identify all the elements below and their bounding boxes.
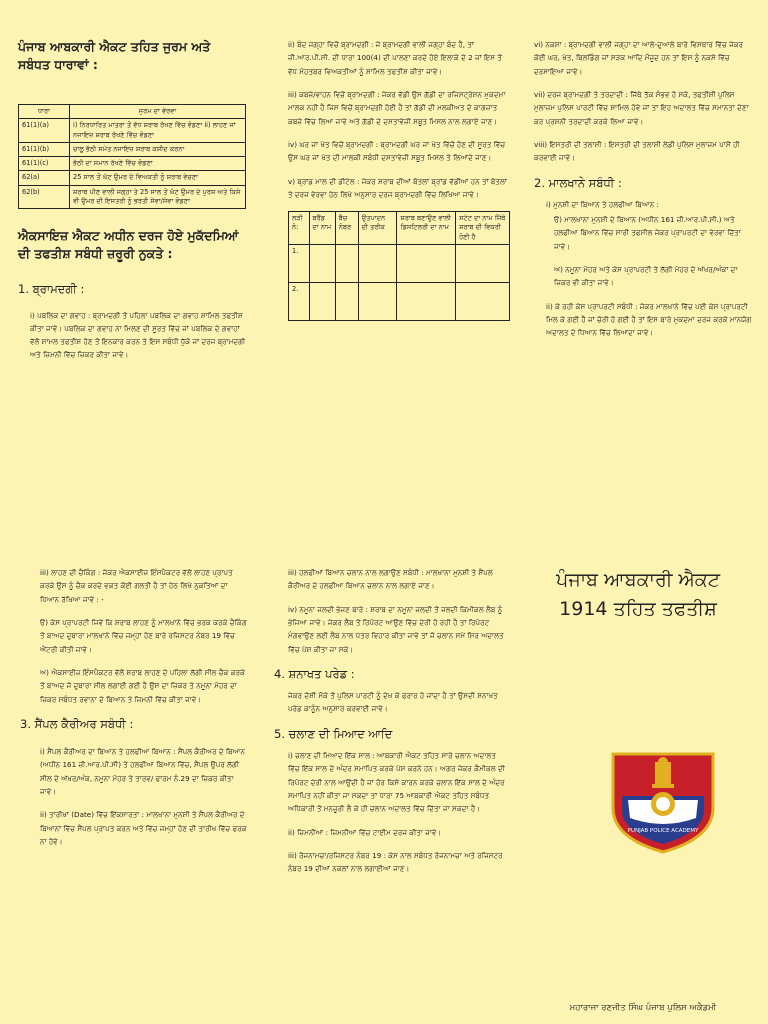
list-item: ੳ) ਕੇਸ ਪ੍ਰਾਪਰਟੀ ਜਿਵੇਂ ਕਿ ਸ਼ਰਾਬ ਲਾਹਣ ਨੂੰ ਮਾਲਖਾਨੇ ਵਿੱਚ ਭਰਕ ਕਰਕੇ ਚੈਕਿੰਗ ਤੋਂ ਬਾਅਦ ਦੁਬਾਰਾ ਮਾਲਖਾਨੇ ਵਿੱਚ ਜਮ੍ਹਾਂ ਹੋਣ ਬਾਰੇ ਰਜਿਸਟਰ ਨੰਬਰ 19 ਵਿੱਚ ਐਂਟਰੀ ਕੀਤੀ ਜਾਵੇ। bbox=[40, 617, 247, 654]
table-cell: i) ਨਿਰਧਾਰਿਤ ਮਾਤਰਾ ਤੋਂ ਵੱਧ ਸ਼ਰਾਬ ਰੱਖਣ ਵਿੱਚ ਵੰਡਣਾ ii) ਲਾਹਣ ਜਾਂ ਨਜਾਇਜ਼ ਸ਼ਰਾਬ ਰੱਖਣੇ ਵਿੱਚ ਵੰਡਣਾ bbox=[70, 119, 246, 142]
list-item: ii) ਤਾਰੀਖਾਂ (Date) ਵਿੱਚ ਇੱਕਸਾਰਤਾ : ਮਾਲਖਾਨਾ ਮੁਨਸ਼ੀ ਤੇ ਸੈਂਪਲ ਕੈਰੀਅਰ ਦੇ ਬਿਆਨਾਂ ਵਿੱਚ ਸੈਂਪਲ ਪ੍ਰਾਪਤ ਕਰਨ ਅਤੇ ਵਿੱਚ ਜਮ੍ਹਾਂ ਹੋਣ ਦੀ ਤਾਰੀਖ ਵਿੱਚ ਫਰਕ ਨਾ ਹੋਵੇ। bbox=[40, 810, 247, 846]
list-item: vi) ਨਕਸ਼ਾ : ਬ੍ਰਾਮਦਗੀ ਵਾਲੀ ਜਗ੍ਹਾ ਦਾ ਆਲੇ-ਦੁਆਲੇ ਬਾਰੇ ਵਿਸਥਾਰ ਵਿੱਚ ਜੇਕਰ ਕੋਈ ਘਰ, ਖੇਤ, ਬਿਲਡਿੰਗ ਜਾਂ ਸੜਕ ਆਦਿ ਮੌਜੂਦ ਹਨ ਤਾਂ ਇਸ ਨੂੰ ਨਕਸ਼ੇ ਵਿੱਚ ਦਰਸਾਇਆ ਜਾਵੇ। bbox=[534, 40, 744, 76]
table-header: ਬਰੈਂਡ ਦਾ ਨਾਮ bbox=[309, 212, 335, 245]
offences-table bbox=[18, 104, 246, 209]
list-item: viii) ਇਸਤਰੀ ਦੀ ਤਲਾਸ਼ੀ : ਇਸਤਰੀ ਦੀ ਤਲਾਸ਼ੀ ਲੇਡੀ ਪੁਲਿਸ ਮੁਲਾਜ਼ਮ ਪਾਸੋਂ ਹੀ ਕਰਵਾਈ ਜਾਵੇ। bbox=[534, 139, 740, 163]
table-cell: 61(1)(a) bbox=[19, 119, 70, 142]
table-header: ਧਾਰਾ bbox=[19, 105, 70, 119]
offences-heading: ਪੰਜਾਬ ਆਬਕਾਰੀ ਐਕਟ ਤਹਿਤ ਜੁਰਮ ਅਤੇ ਸਬੰਧਤ ਧਾਰਾਵਾਂ : bbox=[18, 39, 211, 73]
table-cell: 25 ਸਾਲ ਤੋਂ ਘੱਟ ਉਮਰ ਦੇ ਵਿਅਕਤੀ ਨੂੰ ਸ਼ਰਾਬ ਵੇਚਣਾ bbox=[70, 171, 246, 185]
brand-table bbox=[288, 211, 510, 321]
table-cell: 62(a) bbox=[19, 171, 70, 185]
table-cell: 62(b) bbox=[19, 185, 70, 208]
panel-2 bbox=[288, 38, 510, 321]
list-item: i) ਚਲਾਣ ਦੀ ਮਿਆਦ ਇੱਕ ਸਾਲ : ਆਬਕਾਰੀ ਐਕਟ ਤਹਿਤ ਸਾਰੇ ਚਲਾਨ ਅਦਾਲਤ ਵਿੱਚ ਇੱਕ ਸਾਲ ਦੇ ਅੰਦਰ ਸਮਾਪਿਤ ਕਰਕੇ ਪੇਸ਼ ਕਰਨੇ ਹਨ। ਅਗਰ ਜੇਕਰ ਕੈਮੀਕਲ ਦੀ ਰਿਪੋਰਟ ਦੇਰੀ ਨਾਲ ਆਉਂਦੀ ਹੈ ਜਾਂ ਹੋਰ ਕਿਸੇ ਕਾਰਨ ਕਰਕੇ ਚਲਾਨ ਇੱਕ ਸਾਲ ਦੇ ਅੰਦਰ ਸਮਾਪਿਤ ਨਹੀਂ ਕੀਤਾ ਜਾ ਸਕਦਾ ਤਾਂ ਧਾਰਾ 75 ਆਬਕਾਰੀ ਐਕਟ ਤਹਿਤ ਸਬੰਧਤ ਅਧਿਕਾਰੀ ਤੋਂ ਮਨਜ਼ੂਰੀ ਲੈ ਕੇ ਹੀ ਚਲਾਨ ਅਦਾਲਤ ਵਿੱਚ ਦਿੱਤਾ ਜਾ ਸਕਦਾ ਹੈ। bbox=[288, 751, 505, 814]
list-item: i) ਸੈਂਪਲ ਕੈਰੀਅਰ ਦਾ ਬਿਆਨ ਤੇ ਹਲਫੀਆ ਬਿਆਨ : ਸੈਂਪਲ ਕੈਰੀਅਰ ਦੇ ਬਿਆਨ (ਅਧੀਨ 161 ਜ਼ੀ.ਆਰ.ਪੀ.ਸੀ) ਤੇ ਹਲਫੀਆ ਬਿਆਨ ਵਿੱਚ, ਸੈਂਪਲ ਉਪਰ ਲੱਗੀ ਸੀਲ ਦੇ ਅੱਖਰ/ਅੰਕ, ਨਮੂਨਾ ਮੋਹਰ ਤੇ ਤਾਰਵ/ ਫਾਰਮ ਨੰ.29 ਦਾ ਜ਼ਿਕਰ ਕੀਤਾ ਜਾਵੇ। bbox=[40, 747, 245, 796]
table-header: ਲੜੀ ਨੰ: bbox=[289, 212, 310, 245]
list-item: ii) ਬੰਦ ਜਗ੍ਹਾ ਵਿਚੋਂ ਬ੍ਰਾਮਦਗੀ : ਜੇ ਬ੍ਰਾਮਦਗੀ ਵਾਲੀ ਜਗ੍ਹਾ ਬੰਦ ਹੈ, ਤਾਂ ਜ਼ੀ.ਆਰ.ਪੀ.ਸੀ. ਦੀ ਧਾਰਾ 100(4) ਦੀ ਪਾਲਣਾ ਕਰਦੇ ਹੋਏ ਇਲਾਕੇ ਦੇ 2 ਜਾਂ ਇਸ ਤੋਂ ਵੱਧ ਮੋਹਤਬਰ ਵਿਅਕਤੀਆਂ ਨੂੰ ਸ਼ਾਮਿਲ ਤਫਤੀਸ਼ ਕੀਤਾ ਜਾਵੇ। bbox=[288, 40, 502, 76]
brochure-title: ਪੰਜਾਬ ਆਬਕਾਰੀ ਐਕਟ 1914 ਤਹਿਤ ਤਫਤੀਸ਼ bbox=[556, 569, 720, 620]
table-header: ਬੈਚ ਨੰਬਰ bbox=[335, 212, 358, 245]
table-row bbox=[19, 185, 246, 208]
panel-5 bbox=[274, 566, 506, 886]
section-1-text: i) ਪਬਲਿਕ ਦਾ ਗਵਾਹ : ਬ੍ਰਾਮਦਗੀ ਤੋਂ ਪਹਿਲਾ ਪਬਲਿਕ ਦਾ ਗਵਾਹ ਸ਼ਾਮਿਲ ਤਫਤੀਸ਼ ਕੀਤਾ ਜਾਵੇ। ਪਬਲਿਕ ਦਾ ਗਵਾਹ ਨਾ ਮਿਲਣ ਦੀ ਸੂਰਤ ਵਿੱਚ ਜਾਂ ਪਬਲਿਕ ਦੇ ਗਵਾਹਾਂ ਵੱਲੋਂ ਸ਼ਾਮਲ ਤਫਤੀਸ਼ ਹੋਣ ਤੋਂ ਇਨਕਾਰ ਕਰਨ ਤੇ ਇਸ ਸਬੰਧੀ ਧੁੱਕੋ ਜਾਂ ਦਰਜ ਬ੍ਰਾਮਦਗੀ ਅਤੇ ਜ਼ਿਮਨੀ ਵਿੱਚ ਜ਼ਿਕਰ ਕੀਤਾ ਜਾਵੇ। bbox=[30, 310, 246, 360]
section-3-heading: 3. ਸੈਂਪਲ ਕੈਰੀਅਰ ਸਬੰਧੀ : bbox=[20, 716, 134, 731]
table-row bbox=[19, 157, 246, 171]
list-item: v) ਬ੍ਰਾਂਡ ਮਾਲ ਦੀ ਡੀਟੇਲ : ਜੇਕਰ ਸ਼ਰਾਬ ਦੀਆਂ ਬੋਤਲਾਂ ਬ੍ਰਾਂਡ ਵੱਡੀਆਂ ਹਨ ਤਾਂ ਬੋਤਲਾਂ ਤੇ ਦਰਜ ਵੇਰਵਾ ਹੇਠ ਲਿਖੇ ਅਨੁਸਾਰ ਦਰਜ ਬ੍ਰਾਮਦਗੀ ਵਿੱਚ ਲਿਖਿਆ ਜਾਵੇ। bbox=[288, 176, 507, 199]
list-item: ਅ) ਨਮੂਨਾ ਮੋਹਰ ਅਤੇ ਕੇਸ ਪ੍ਰਾਪਰਟੀ ਤੇ ਲੱਗੀ ਮੋਹਰ ਦੇ ਅੱਖਰ/ਅੰਕਾਂ ਦਾ ਜ਼ਿਕਰ ਵੀ ਕੀਤਾ ਜਾਵੇ। bbox=[554, 265, 738, 288]
table-cell: 61(1)(b) bbox=[19, 142, 70, 156]
panel-3 bbox=[534, 38, 752, 350]
section-5-heading: 5. ਚਲਾਣ ਦੀ ਮਿਆਦ ਆਦਿ bbox=[274, 726, 393, 741]
table-header: ਸਟੇਟ ਦਾ ਨਾਮ ਜਿੱਥੇ ਸ਼ਰਾਬ ਦੀ ਵਿਕਰੀ ਹੋਣੀ ਹੈ bbox=[456, 212, 510, 245]
table-cell: 1. bbox=[289, 244, 310, 282]
academy-footer: ਮਹਾਰਾਜਾ ਰਣਜੀਤ ਸਿੰਘ ਪੰਜਾਬ ਪੁਲਿਸ ਅਕੈਡਮੀ bbox=[569, 1003, 717, 1013]
police-academy-emblem-icon bbox=[608, 748, 718, 856]
table-header: ਸ਼ਰਾਬ ਬਣਾਉਣ ਵਾਲੀ ਡਿਸਟਿਲਰੀ ਦਾ ਨਾਮ bbox=[397, 212, 456, 245]
table-cell: 61(1)(c) bbox=[19, 157, 70, 171]
list-item: iv) ਨਮੂਨਾ ਜਲਦੀ ਭੇਜਣ ਬਾਰੇ : ਸ਼ਰਾਬ ਦਾ ਨਮੂਨਾ ਜਲਦੀ ਤੋਂ ਜਲਦੀ ਕਿਮੀਕਲ ਲੈਬ ਨੂੰ ਭੇਜਿਆ ਜਾਵੇ। ਜੇਕਰ ਲੈਬ ਤੋਂ ਰਿਪੋਰਟ ਆਉਣ ਵਿੱਚ ਦੇਰੀ ਹੋ ਰਹੀ ਹੈ ਤਾਂ ਰਿਪੋਰਟ ਮੰਗਵਾਉਣ ਲਈ ਲੈਬ ਨਾਲ ਪੱਤਰ ਵਿਹਾਰ ਕੀਤਾ ਜਾਵੇ ਤਾਂ ਜੋ ਚਲਾਨ ਸਮੇਂ ਸਿਰ ਅਦਾਲਤ ਵਿੱਚ ਪੇਸ਼ ਕੀਤਾ ਜਾ ਸਕੇ। bbox=[288, 604, 504, 654]
table-cell: ਚਾਲੂ ਭੱਠੀ ਸਮੇਤ ਨਜਾਇਜ਼ ਸ਼ਰਾਬ ਕਸ਼ੀਦ ਕਰਨਾ bbox=[70, 142, 246, 156]
table-header: ਜੁਰਮ ਦਾ ਵੇਰਵਾ bbox=[70, 105, 246, 119]
list-item: i) ਮੁਨਸ਼ੀ ਦਾ ਬਿਆਨ ਤੇ ਹਲਫੀਆ ਬਿਆਨ : bbox=[546, 199, 659, 209]
section-1-heading: 1. ਬ੍ਰਾਮਦਗੀ : bbox=[18, 282, 85, 297]
table-header: ਉਤਪਾਦਨ ਦੀ ਤਰੀਕ bbox=[358, 212, 397, 245]
section-4-heading: 4. ਸ਼ਨਾਖਤ ਪਰੇਡ : bbox=[274, 666, 355, 681]
list-item: iii) ਹਲਫੀਆਂ ਬਿਆਨ ਚਲਾਨ ਨਾਲ ਲਗਾਉਣ ਸਬੰਧੀ : ਮਾਲਖਾਨਾ ਮੁਨਸ਼ੀ ਤੇ ਸੈਂਪਲ ਕੈਰੀਅਰ ਦੇ ਹਲਫੀਆ ਬਿਆਨ ਚਲਾਨ ਨਾਲ ਲਗਾਏ ਜਾਣ। bbox=[288, 568, 493, 591]
table-cell: ਭੱਠੀ ਦਾ ਸਮਾਨ ਰੱਖਣੇ ਵਿੱਚ ਵੰਡਣਾ bbox=[70, 157, 246, 171]
section-2-heading: 2. ਮਾਲਖਾਨੇ ਸਬੰਧੀ : bbox=[534, 175, 622, 190]
table-cell: ਸ਼ਰਾਬ ਪੀਣ ਵਾਲੀ ਜਗ੍ਹਾ ਤੇ 25 ਸਾਲ ਤੋਂ ਘੱਟ ਉਮਰ ਦੇ ਪੁਰਸ਼ ਅਤੇ ਕਿਸੇ ਵੀ ਉਮਰ ਦੀ ਇਸਤਰੀ ਨੂੰ ਭਰਤੀ ਸੇਵਾ/ਸੇਵਾ ਵੰਡਣਾ bbox=[70, 185, 246, 208]
logo-text: PUNJAB POLICE ACADEMY bbox=[627, 828, 699, 834]
list-item: iii) ਲਾਹਣ ਦੀ ਚੈਕਿੰਗ : ਜੇਕਰ ਐਕਸਾਈਜ਼ ਇੰਸਪੈਕਟਰ ਵੱਲੋਂ ਲਾਹਣ ਪ੍ਰਾਪਤ ਕਰਕੇ ਉਸ ਨੂੰ ਚੈਕ ਕਰਦੇ ਵਕਤ ਕੋਈ ਗਲਤੀ ਹੈ ਤਾਂ ਹੇਠ ਲਿਖੇ ਨੁਕਤਿਆਂ ਦਾ ਧਿਆਨ ਰੱਖਿਆ ਜਾਵੇ : - bbox=[40, 568, 233, 604]
list-item: iii) ਰੋਜਨਾਮਚਾ/ਰਜਿਸਟਰ ਨੰਬਰ 19 : ਕੇਸ ਨਾਲ ਸਬੰਧਤ ਰੋਜਨਾਮਚਾ ਅਤੇ ਰਜਿਸਟਰ ਨੰਬਰ 19 ਦੀਆਂ ਨਕਲਾਂ ਨਾਲ ਲਗਾਈਆਂ ਜਾਣ। bbox=[288, 850, 503, 874]
list-item: ਅ) ਐਕਸਾਈਜ਼ ਇੰਸਪੈਕਟਰ ਵੱਲੋਂ ਸ਼ਰਾਬ ਲਾਹਣ ਦੇ ਪਹਿਲਾ ਲੱਗੀ ਸੀਲ ਚੈਕ ਕਰਕੇ ਤੋਂ ਬਾਅਦ ਜੋ ਦੁਬਾਰਾ ਸੀਲ ਲਗਾਈ ਗਈ ਹੈ ਉਸ ਦਾ ਜ਼ਿਕਰ ਤੇ ਨਮੂਨਾ ਮੋਹਰ ਦਾ ਜ਼ਿਕਰ ਸਬੰਧਤ ਰਵਾਨਾ ਦੇ ਬਿਆਨ ਤੇ ਜ਼ਿਮਨੀ ਵਿੱਚ ਕੀਤਾ ਜਾਵੇ। bbox=[40, 667, 246, 704]
panel-1 bbox=[18, 38, 246, 362]
list-item: ii) ਜ਼ਿਮਨੀਆਂ : ਜ਼ਿਮਨੀਆਂ ਵਿੱਚ ਟਾਈਮ ਦਰਜ ਕੀਤਾ ਜਾਵੇ। bbox=[288, 827, 442, 837]
list-item: iii) ਕਬਜ਼ੇ/ਵਾਹਨ ਵਿਚੋਂ ਬ੍ਰਾਮਦਗੀ : ਜੇਕਰ ਵੱਡੀ ਉਸ ਗੱਡੀ ਦਾ ਰਜਿਸਟ੍ਰੇਸ਼ਨ ਮੁਕਦਮਾ ਮਾਲਕ ਨਹੀਂ ਹੈ ਜਿਸ ਵਿਚੋਂ ਬ੍ਰਾਮਦਗੀ ਹੋਈ ਹੈ ਤਾਂ ਗੱਡੀ ਦੀ ਮਲਕੀਅਤ ਦੇ ਕਾਗਜ਼ਾਤ ਕਬਜ਼ੇ ਵਿੱਚ ਲਿਆ ਜਾਵੇ ਅਤੇ ਗੱਡੀ ਦੇ ਦਸਤਾਵੇਜ਼ੀ ਸਬੂਤ ਮਿਸਲ ਨਾਲ ਲਗਾਏ ਜਾਣ। bbox=[288, 89, 506, 126]
section-4-text: ਜੇਕਰ ਦੋਸ਼ੀ ਮੌਕੇ ਤੋਂ ਪੁਲਿਸ ਪਾਰਟੀ ਨੂੰ ਦੇਖ ਕੇ ਫਰਾਰ ਹੋ ਜਾਂਦਾ ਹੈ ਤਾਂ ਉਸਦੀ ਸ਼ਨਾਖਤ ਪਰੇਡ ਕਾਨੂੰਨ ਅਨੁਸਾਰ ਕਰਵਾਈ ਜਾਵੇ। bbox=[288, 691, 498, 714]
table-row bbox=[19, 119, 246, 142]
table-row bbox=[19, 171, 246, 185]
academy-logo bbox=[608, 748, 718, 860]
list-item: ii) ਕੇ ਰਹੀ ਕੇਸ ਪ੍ਰਾਪਰਟੀ ਸਬੰਧੀ : ਜੇਕਰ ਮਾਲਖਾਨੇ ਵਿੱਚ ਪਈ ਕੇਸ ਪ੍ਰਾਪਰਟੀ ਮਿਲ ਕੇ ਗਈ ਹੈ ਜਾਂ ਚੋਰੀ ਹੋ ਗਈ ਹੈ ਤਾਂ ਇਸ ਬਾਰੇ ਮੁਕਦਮਾ ਦਰਜ ਕਰਕੇ ਮਾਨਯੋਗ ਅਦਾਲਤ ਦੇ ਧਿਆਨ ਵਿੱਚ ਲਿਆਂਦਾ ਜਾਵੇ। bbox=[546, 301, 752, 338]
list-item: iv) ਘਰ ਜਾਂ ਖੇਤ ਵਿਚੋਂ ਬ੍ਰਾਮਦਗੀ : ਬ੍ਰਾਮਦਗੀ ਘਰ ਜਾਂ ਖੇਤ ਵਿੱਚੋਂ ਹੋਣ ਦੀ ਸੂਰਤ ਵਿੱਚ ਉਸ ਘਰ ਜਾਂ ਖੇਤ ਦੀ ਮਾਲਕੀ ਸਬੰਧੀ ਦਸਤਾਵੇਜ਼ੀ ਸਬੂਤ ਮਿਸਲ ਤੇ ਲਿਆਂਦੇ ਜਾਣ। bbox=[288, 139, 506, 163]
key-points-heading: ਐਕਸਾਇਜ਼ ਐਕਟ ਅਧੀਨ ਦਰਜ ਹੋਏ ਮੁਕੱਦਮਿਆਂ ਦੀ ਤਫਤੀਸ਼ ਸਬੰਧੀ ਜ਼ਰੂਰੀ ਨੁਕਤੇ : bbox=[18, 228, 239, 262]
list-item: ੳ) ਮਾਲਖਾਨਾ ਮੁਨਸ਼ੀ ਦੇ ਬਿਆਨ (ਅਧੀਨ 161 ਜ਼ੀ.ਆਰ.ਪੀ.ਸੀ.) ਅਤੇ ਹਲਫੀਆ ਬਿਆਨ ਵਿੱਚ ਸਾਰੀ ਤਫਸੀਲ ਜੇਕਰ ਪ੍ਰਾਪਰਟੀ ਦਾ ਵੇਰਵਾ ਦਿੱਤਾ ਜਾਵੇ। bbox=[554, 215, 741, 251]
list-item: vii) ਦਰਜ ਬ੍ਰਾਮਦਗੀ ਤੇ ਤਰਦਾਦੀ : ਜਿੱਥੇ ਤੱਕ ਸੰਭਵ ਹੋ ਸਕੇ, ਤਫਤੀਸ਼ੀ ਪੁਲਿਸ ਮੁਲਾਜ਼ਮ ਪੁਲਿਸ ਪਾਰਟੀ ਵਿੱਚ ਸ਼ਾਮਿਲ ਹੋਵੇ ਜਾਂ ਤਾਂ ਇਹ ਅਦਾਲਤ ਵਿੱਚ ਸਮਾਨਤਾ ਦੇਣਾ ਕਰ ਪ੍ਰਸ਼ਨੀ ਤਰਦਾਦੀ ਕਰਕੇ ਲਿਆ ਜਾਵੇ। bbox=[534, 89, 749, 126]
table-cell: 2. bbox=[289, 282, 310, 320]
table-row bbox=[289, 282, 510, 320]
panel-4 bbox=[20, 566, 248, 858]
table-row bbox=[289, 244, 510, 282]
table-row bbox=[19, 142, 246, 156]
